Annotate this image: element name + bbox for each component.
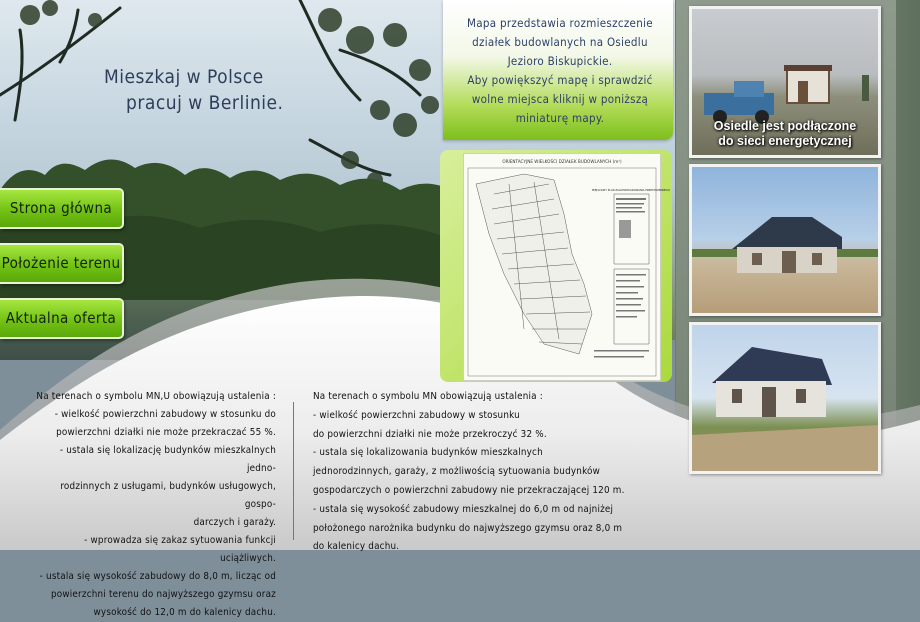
text-line: do kalenicy dachu.	[313, 541, 400, 553]
text-line: - ustala się wysokość zabudowy do 8,0 m, licząc od	[39, 571, 276, 582]
house-image-2	[692, 325, 878, 471]
nav-location-button[interactable]: Położenie terenu	[0, 243, 124, 284]
info-line: Aby powiększyć mapę i sprawdzić	[467, 73, 653, 87]
text-line: jednorodzinnych, garaży, z możliwością sytuowania budynków	[313, 466, 601, 478]
photo-energy-connection[interactable]	[689, 6, 881, 158]
text-line: - wielkość powierzchni zabudowy w stosunku do	[54, 409, 276, 420]
photo-caption: Osiedle jest podłączone do sieci energetycznej	[713, 119, 857, 148]
map-info-text	[461, 14, 659, 128]
text-line: darczych i garaży.	[193, 517, 276, 528]
map-heading: ORIENTACYJNE WIELKOŚCI DZIAŁEK BUDOWLANYCH (m²)	[502, 159, 622, 164]
info-line: miniaturę mapy.	[515, 111, 605, 125]
text-line: powierzchni terenu do najwyższego gzymsu oraz	[50, 589, 276, 600]
info-line: Jezioro Biskupickie.	[507, 54, 613, 68]
info-line: wolne miejsca kliknij w poniższą	[471, 92, 649, 106]
map-legend-title: MIEJSCOWY PLAN ZAGOSPODAROWANIA PRZESTRZENNEGO	[591, 189, 671, 192]
text-line: - ustala się lokalizowania budynków mieszkalnych	[313, 447, 543, 459]
text-line: gospodarczych o powierzchni zabudowy nie przekraczającej 120 m.	[313, 484, 625, 496]
text-line: wysokość do 12,0 m do kalenicy dachu.	[93, 607, 276, 618]
text-line: rodzinnych z usługami, budynków usługowych, gospo-	[60, 481, 276, 510]
text-line: - ustala się lokalizację budynków mieszkalnych jedno-	[59, 445, 276, 474]
info-line: działek budowlanych na Osiedlu	[472, 35, 648, 49]
text-line: Na terenach o symbolu MN obowiązują ustalenia :	[313, 391, 543, 402]
info-line: Mapa przedstawia rozmieszczenie	[467, 16, 653, 30]
mnu-regulations-text	[30, 388, 276, 622]
text-line: Na terenach o symbolu MN,U obowiązują ustalenia :	[36, 391, 276, 402]
mn-regulations-text	[313, 388, 643, 557]
main-nav	[0, 188, 126, 353]
text-line: do powierzchni działki nie może przekroczyć 32 %.	[313, 428, 547, 440]
nav-home-button[interactable]: Strona główna	[0, 188, 124, 229]
photo-house-construction-2[interactable]	[689, 322, 881, 474]
text-line: - wprowadza się zakaz sytuowania funkcji uciążliwych.	[84, 535, 276, 564]
text-line: położonego narożnika budynku do najwyższego gzymsu oraz 8,0 m	[313, 522, 623, 534]
plot-map-image	[464, 154, 671, 380]
nav-offer-button[interactable]: Aktualna oferta	[0, 298, 124, 339]
slogan-line-2: pracuj w Berlinie.	[126, 92, 284, 114]
slogan	[104, 64, 283, 116]
map-info-box	[443, 0, 673, 140]
slogan-line-1: Mieszkaj w Polsce	[104, 66, 264, 88]
text-line: powierzchni działki nie może przekraczać 55 %.	[56, 427, 276, 438]
map-thumbnail[interactable]	[463, 153, 671, 381]
house-image-1	[692, 167, 878, 313]
text-line: - ustala się wysokość zabudowy mieszkalnej do 6,0 m od najniżej	[313, 503, 614, 515]
text-line: - wielkość powierzchni zabudowy w stosunku	[313, 409, 520, 421]
photo-house-construction-1[interactable]	[689, 164, 881, 316]
column-divider	[293, 402, 294, 540]
